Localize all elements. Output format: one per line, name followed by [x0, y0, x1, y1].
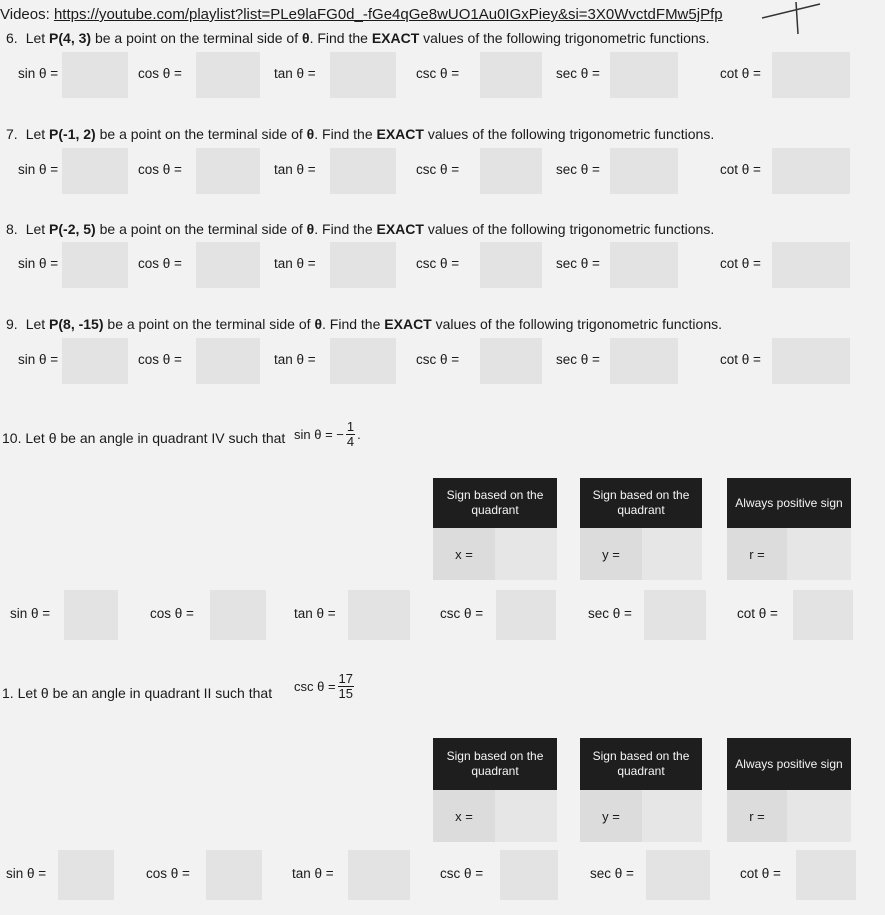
trig-label: sec θ = — [588, 606, 632, 621]
point-coordinates: P(-1, 2) — [49, 126, 96, 142]
answer-box[interactable] — [610, 148, 678, 194]
answer-box[interactable] — [62, 52, 128, 98]
video-link-line — [0, 6, 723, 23]
answer-box[interactable] — [772, 52, 850, 98]
trig-label: sin θ = — [18, 162, 59, 177]
trig-label: cos θ = — [138, 352, 182, 367]
playlist-link[interactable]: https://youtube.com/playlist?list=PLe9laFG0d_-fGe4qGe8wUO1Au0IGxPiey&si=3X0WvctdFMw5jPfp — [53, 6, 723, 23]
answer-box[interactable] — [348, 850, 410, 900]
trig-label: tan θ = — [274, 256, 316, 271]
sign-header: Sign based on the quadrant — [433, 738, 557, 790]
statement-text: Let — [25, 30, 50, 46]
trig-label: sec θ = — [556, 352, 600, 367]
answer-box[interactable] — [196, 242, 260, 288]
trig-label: cos θ = — [138, 162, 182, 177]
answer-box[interactable] — [348, 590, 410, 640]
answer-box[interactable] — [62, 338, 128, 384]
coord-label: r = — [727, 528, 787, 580]
point-coordinates: P(4, 3) — [49, 30, 92, 46]
answer-box[interactable] — [210, 590, 266, 640]
p11-denominator: 15 — [338, 686, 354, 701]
statement-text: values of the following trigonometric functions. — [423, 126, 715, 142]
problem-6-statement — [6, 30, 710, 46]
trig-label: tan θ = — [274, 162, 316, 177]
problem-11-equation — [294, 672, 354, 701]
problem-number: 9. — [6, 316, 18, 332]
problem-7-statement — [6, 126, 714, 142]
trig-label: tan θ = — [292, 866, 334, 881]
videos-label: Videos: — [0, 6, 50, 23]
problem-9-statement — [6, 316, 722, 332]
answer-box[interactable] — [796, 850, 856, 900]
exact-keyword: EXACT — [384, 316, 432, 332]
theta-symbol: θ — [306, 221, 315, 237]
theta-symbol: θ — [306, 126, 315, 142]
trig-label: tan θ = — [274, 66, 316, 81]
trig-label: cot θ = — [737, 606, 778, 621]
p10-period: . — [357, 427, 361, 442]
answer-box[interactable] — [330, 148, 396, 194]
problem-11-text: 1. Let θ be an angle in quadrant II such that — [2, 685, 273, 701]
answer-box[interactable] — [196, 338, 260, 384]
coord-input-box[interactable] — [642, 790, 702, 842]
statement-text: . Find the — [309, 30, 372, 46]
answer-box[interactable] — [206, 850, 262, 900]
trig-label: sec θ = — [556, 162, 600, 177]
sign-header: Sign based on the quadrant — [433, 478, 557, 528]
coord-label: x = — [433, 790, 495, 842]
coord-label: y = — [580, 790, 642, 842]
statement-text: values of the following trigonometric functions. — [431, 316, 722, 332]
exact-keyword: EXACT — [376, 126, 424, 142]
exact-keyword: EXACT — [371, 30, 420, 46]
problem-8-statement — [6, 221, 714, 237]
statement-text: be a point on the terminal side of — [95, 221, 307, 237]
trig-label: sec θ = — [590, 866, 634, 881]
coord-input-box[interactable] — [495, 528, 557, 580]
p11-numerator: 17 — [338, 671, 354, 686]
statement-text: values of the following trigonometric functions. — [423, 221, 715, 237]
p10-lhs: sin θ = − — [294, 427, 344, 442]
trig-label: csc θ = — [416, 66, 460, 81]
trig-label: sin θ = — [18, 352, 59, 367]
sign-header: Always positive sign — [727, 738, 851, 790]
answer-box[interactable] — [62, 148, 128, 194]
point-coordinates: P(-2, 5) — [49, 221, 96, 237]
point-coordinates: P(8, -15) — [49, 316, 104, 332]
trig-label: cos θ = — [138, 256, 182, 271]
answer-box[interactable] — [58, 850, 114, 900]
trig-label: csc θ = — [416, 256, 460, 271]
p11-lhs: csc θ = — [294, 679, 336, 694]
p10-numerator: 1 — [346, 419, 355, 434]
answer-box[interactable] — [330, 242, 396, 288]
answer-box[interactable] — [646, 850, 710, 900]
statement-text: . Find the — [322, 316, 385, 332]
coord-label: x = — [433, 528, 495, 580]
answer-box[interactable] — [480, 52, 542, 98]
problem-number: 6. — [6, 30, 18, 46]
answer-box[interactable] — [330, 338, 396, 384]
answer-box[interactable] — [610, 338, 678, 384]
answer-box[interactable] — [64, 590, 118, 640]
trig-label: sin θ = — [6, 866, 47, 881]
statement-text: values of the following trigonometric functions. — [419, 30, 710, 46]
coord-label: r = — [727, 790, 787, 842]
statement-text: . Find the — [314, 221, 377, 237]
trig-label: csc θ = — [416, 352, 460, 367]
statement-text: be a point on the terminal side of — [103, 316, 315, 332]
answer-box[interactable] — [772, 338, 850, 384]
trig-label: tan θ = — [274, 352, 316, 367]
answer-box[interactable] — [330, 52, 396, 98]
statement-text: . Find the — [314, 126, 377, 142]
problem-10-equation — [294, 420, 361, 449]
theta-symbol: θ — [314, 316, 323, 332]
answer-box[interactable] — [196, 148, 260, 194]
trig-label: sin θ = — [18, 66, 59, 81]
answer-box[interactable] — [500, 850, 558, 900]
answer-box[interactable] — [793, 590, 853, 640]
problem-10-text: 10. Let θ be an angle in quadrant IV such that — [2, 430, 286, 446]
trig-label: cot θ = — [720, 66, 761, 81]
coord-input-box[interactable] — [787, 528, 851, 580]
coord-input-box[interactable] — [495, 790, 557, 842]
exact-keyword: EXACT — [376, 221, 424, 237]
statement-text: be a point on the terminal side of — [91, 30, 302, 46]
answer-box[interactable] — [610, 242, 678, 288]
p10-fraction — [346, 420, 355, 449]
answer-box[interactable] — [62, 242, 128, 288]
answer-box[interactable] — [196, 52, 260, 98]
sign-header: Sign based on the quadrant — [580, 738, 702, 790]
trig-label: cot θ = — [720, 256, 761, 271]
trig-label: cos θ = — [150, 606, 194, 621]
trig-label: tan θ = — [294, 606, 336, 621]
trig-label: csc θ = — [416, 162, 460, 177]
statement-text: Let — [25, 221, 50, 237]
trig-label: sin θ = — [10, 606, 51, 621]
problem-number: 8. — [6, 221, 18, 237]
trig-label: cot θ = — [740, 866, 781, 881]
statement-text: be a point on the terminal side of — [95, 126, 307, 142]
trig-label: csc θ = — [440, 606, 484, 621]
trig-label: cos θ = — [146, 866, 190, 881]
answer-box[interactable] — [772, 242, 850, 288]
trig-label: cot θ = — [720, 352, 761, 367]
p11-fraction — [338, 672, 354, 701]
trig-label: sec θ = — [556, 66, 600, 81]
coord-label: y = — [580, 528, 642, 580]
answer-box[interactable] — [480, 338, 542, 384]
theta-symbol: θ — [301, 30, 310, 46]
statement-text: Let — [25, 316, 50, 332]
answer-box[interactable] — [610, 52, 678, 98]
trig-label: cot θ = — [720, 162, 761, 177]
answer-box[interactable] — [496, 590, 556, 640]
trig-label: csc θ = — [440, 866, 484, 881]
pen-mark-icon — [760, 0, 885, 36]
statement-text: Let — [25, 126, 50, 142]
problem-number: 7. — [6, 126, 18, 142]
sign-header: Always positive sign — [727, 478, 851, 528]
trig-label: sin θ = — [18, 256, 59, 271]
coord-input-box[interactable] — [642, 528, 702, 580]
answer-box[interactable] — [480, 148, 542, 194]
trig-label: cos θ = — [138, 66, 182, 81]
answer-box[interactable] — [644, 590, 706, 640]
coord-input-box[interactable] — [787, 790, 851, 842]
answer-box[interactable] — [480, 242, 542, 288]
trig-label: sec θ = — [556, 256, 600, 271]
sign-header: Sign based on the quadrant — [580, 478, 702, 528]
p10-denominator: 4 — [346, 434, 355, 449]
answer-box[interactable] — [772, 148, 850, 194]
